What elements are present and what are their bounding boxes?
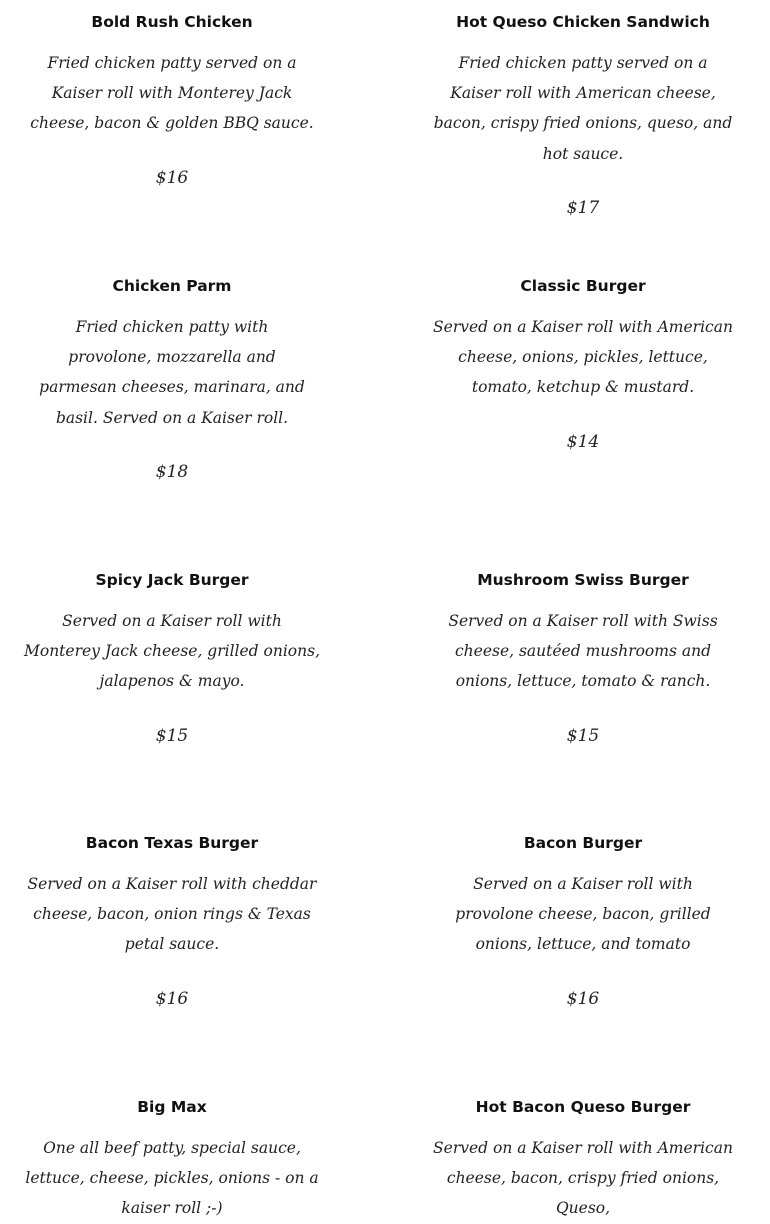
- item-name: Hot Bacon Queso Burger: [475, 1098, 691, 1116]
- item-description: Served on a Kaiser roll with Swiss cheese, sautéed mushrooms and onions, lettuce, tomato & ranch.: [448, 612, 718, 691]
- item-name: Bacon Texas Burger: [85, 834, 259, 852]
- item-price: $16: [155, 167, 189, 188]
- item-price: $16: [155, 988, 189, 1009]
- item-name: Bold Rush Chicken: [91, 13, 253, 31]
- item-description: Fried chicken patty served on a Kaiser roll with American cheese, bacon, crispy fried onions, queso, and hot sauce.: [433, 54, 733, 163]
- menu-item-classic-burger: [423, 275, 743, 454]
- menu-item-big-max: [12, 1096, 332, 1224]
- menu-item-hot-bacon-queso-burger: [423, 1096, 743, 1224]
- item-name: Big Max: [137, 1098, 207, 1116]
- item-name: Bacon Burger: [523, 834, 643, 852]
- item-price: $15: [155, 725, 189, 746]
- item-description: Served on a Kaiser roll with Monterey Jack cheese, grilled onions, jalapenos & mayo.: [24, 612, 320, 691]
- menu-item-bold-rush-chicken: [12, 11, 332, 190]
- item-name: Classic Burger: [520, 277, 646, 295]
- menu-item-hot-queso-chicken-sandwich: [423, 11, 743, 220]
- item-name: Chicken Parm: [112, 277, 232, 295]
- item-description: Served on a Kaiser roll with cheddar cheese, bacon, onion rings & Texas petal sauce.: [27, 875, 317, 954]
- item-description: Fried chicken patty with provolone, mozzarella and parmesan cheeses, marinara, and basil. Served on a Kaiser roll.: [39, 318, 305, 427]
- item-name: Spicy Jack Burger: [95, 571, 249, 589]
- item-price: $14: [566, 431, 600, 452]
- item-name: Hot Queso Chicken Sandwich: [456, 13, 710, 31]
- item-description: Served on a Kaiser roll with provolone cheese, bacon, grilled onions, lettuce, and tomato: [455, 875, 711, 954]
- item-price: $15: [566, 725, 600, 746]
- item-description: Served on a Kaiser roll with American cheese, bacon, crispy fried onions, Queso,: [433, 1139, 733, 1218]
- menu-item-bacon-texas-burger: [12, 832, 332, 1011]
- item-price: $18: [155, 461, 189, 482]
- menu-item-bacon-burger: [423, 832, 743, 1011]
- menu-item-chicken-parm: [12, 275, 332, 484]
- item-name: Mushroom Swiss Burger: [477, 571, 689, 589]
- menu-item-mushroom-swiss-burger: [423, 569, 743, 748]
- menu-item-spicy-jack-burger: [12, 569, 332, 748]
- item-description: Served on a Kaiser roll with American cheese, onions, pickles, lettuce, tomato, ketchup & mustard.: [433, 318, 733, 397]
- item-description: One all beef patty, special sauce, lettuce, cheese, pickles, onions - on a kaiser roll ;-): [25, 1139, 319, 1218]
- item-price: $17: [566, 197, 600, 218]
- item-description: Fried chicken patty served on a Kaiser roll with Monterey Jack cheese, bacon & golden BBQ sauce.: [30, 54, 314, 133]
- item-price: $16: [566, 988, 600, 1009]
